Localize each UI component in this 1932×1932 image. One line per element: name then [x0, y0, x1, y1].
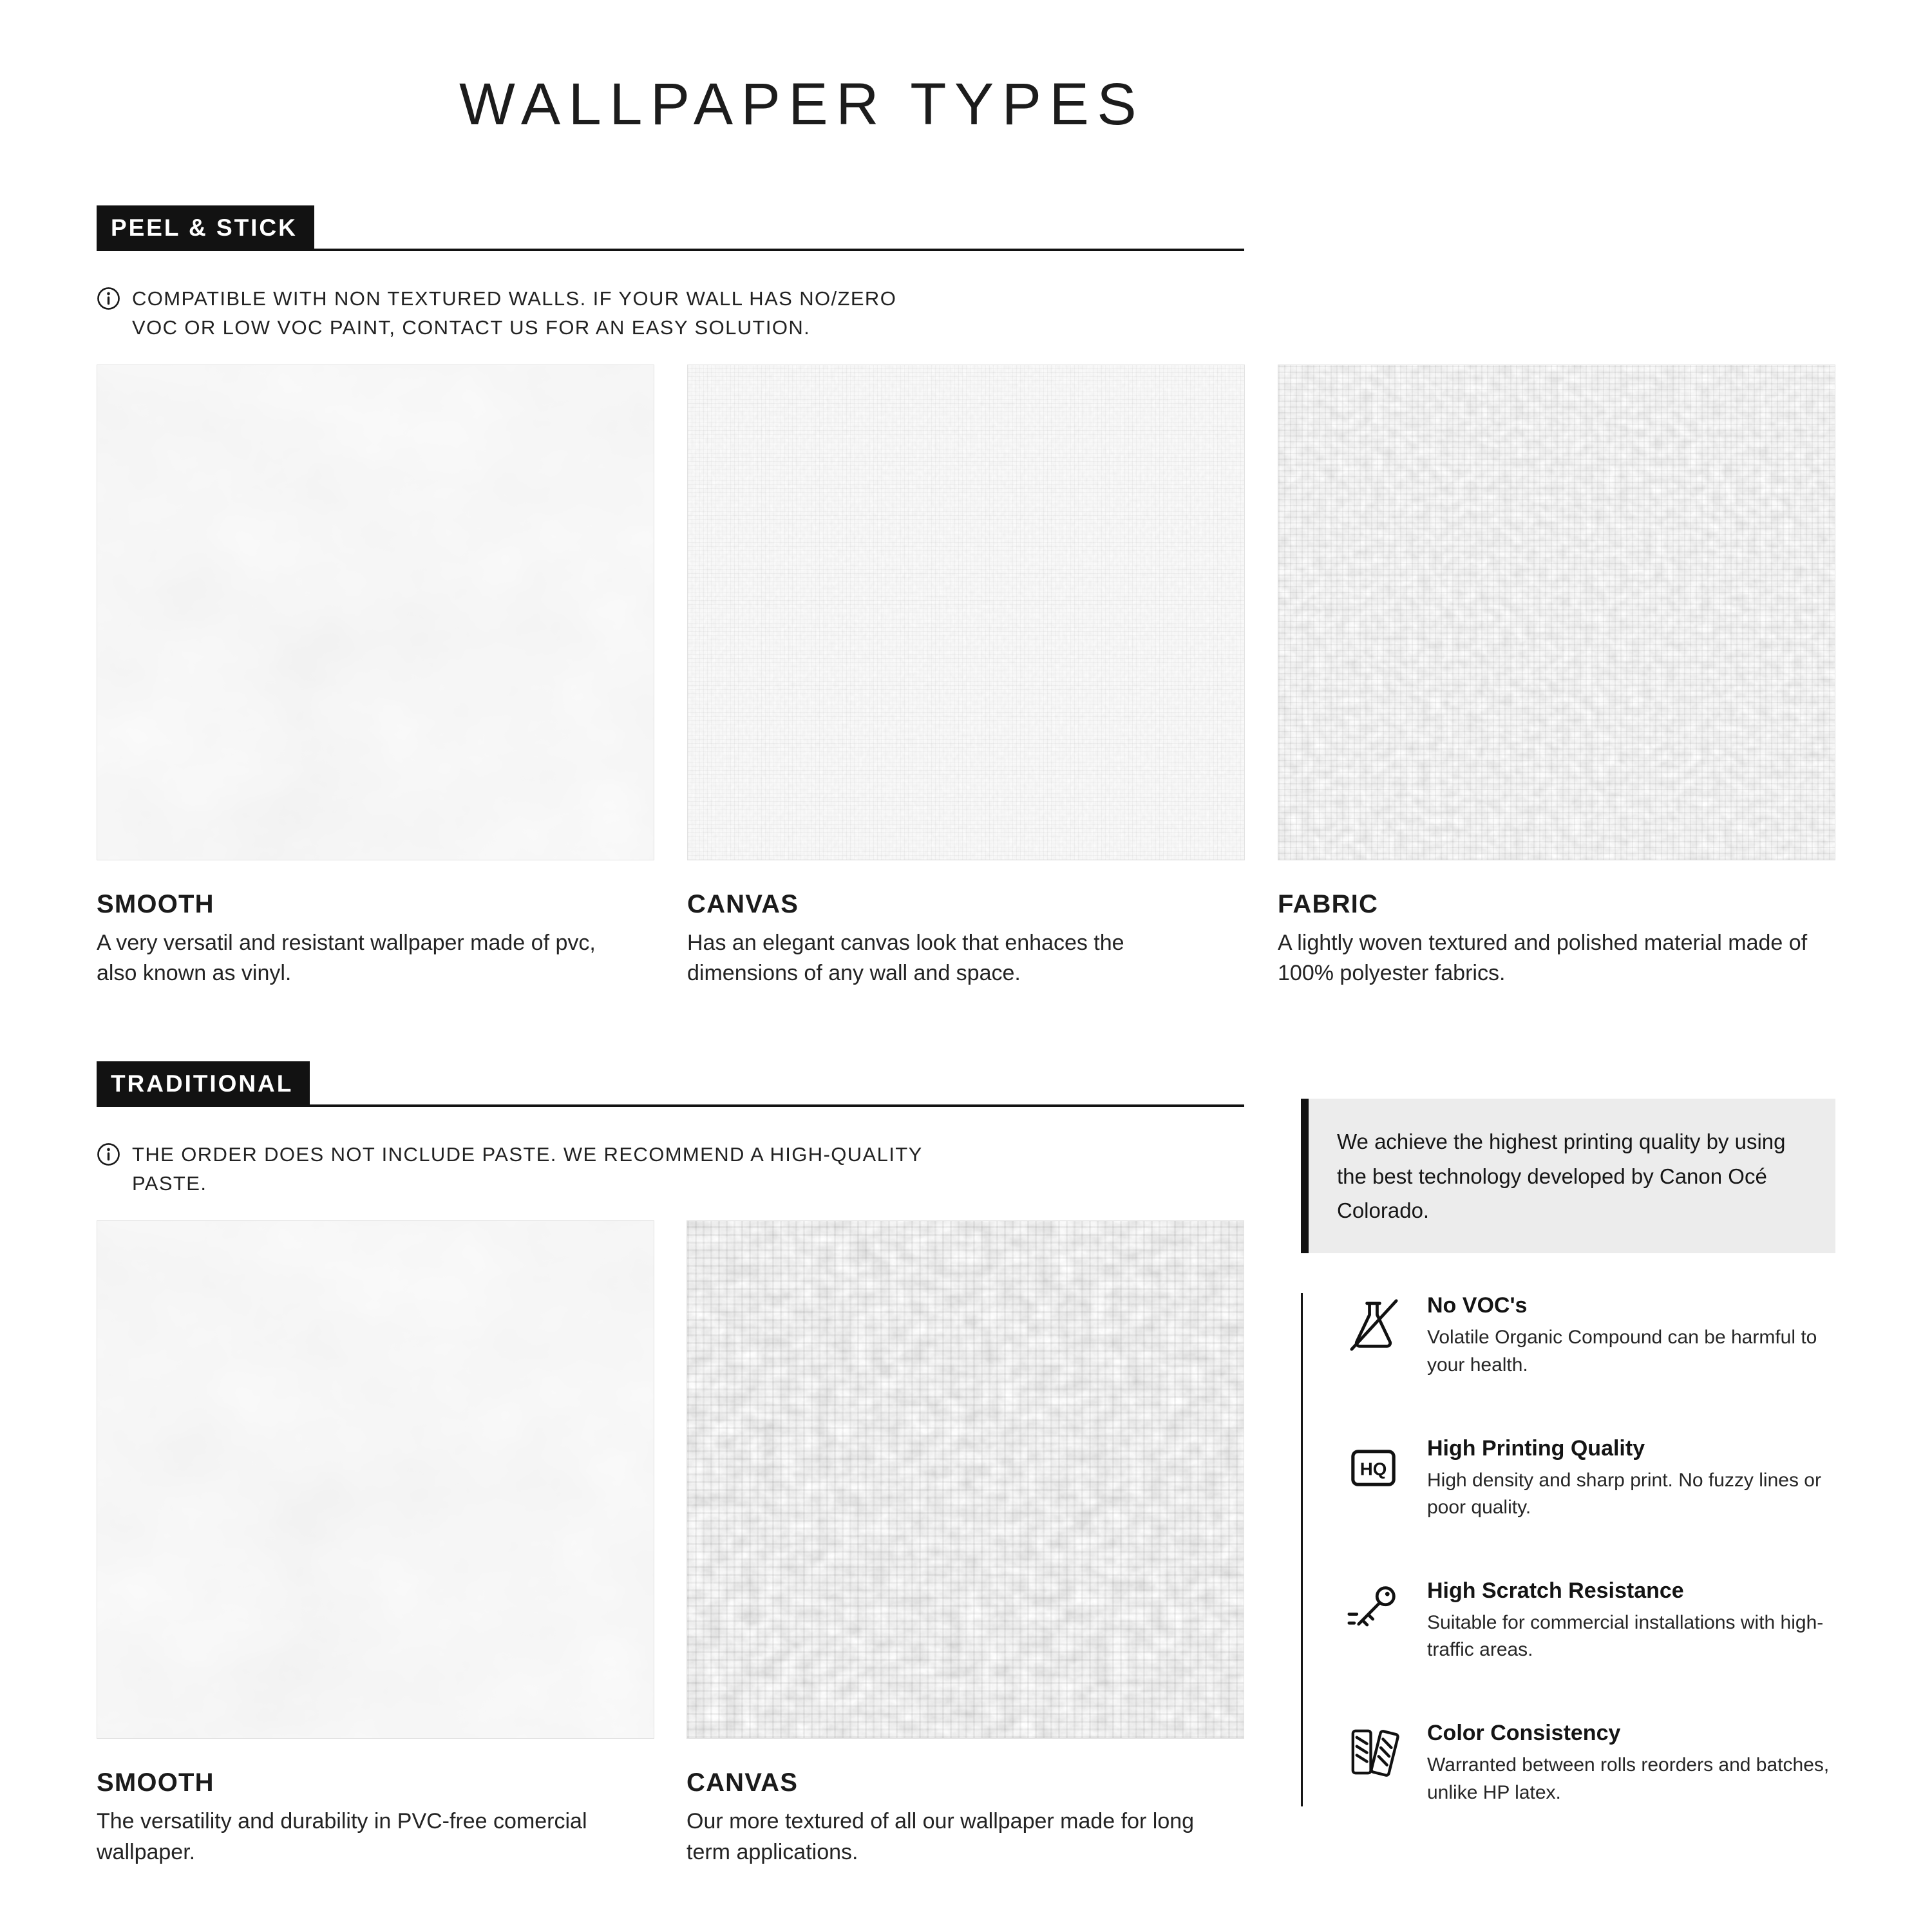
feature-scratch-resistance	[1343, 1578, 1835, 1664]
smooth-texture-image	[97, 1220, 654, 1739]
smooth-texture-image	[97, 365, 654, 860]
swatch-description: Our more textured of all our wallpaper made for long term applications.	[687, 1808, 1195, 1864]
hq-icon	[1343, 1437, 1404, 1499]
bottom-area	[97, 1061, 1835, 1868]
no-voc-icon	[1343, 1294, 1404, 1356]
swatch-name: CANVAS	[687, 889, 799, 918]
feature-title: High Scratch Resistance	[1427, 1578, 1684, 1603]
feature-high-printing-quality	[1343, 1436, 1835, 1522]
swatch-card-traditional-smooth	[97, 1220, 654, 1868]
traditional-section	[97, 1061, 1244, 1868]
feature-color-consistency	[1343, 1721, 1835, 1806]
feature-description: Warranted between rolls reorders and batches, unlike HP latex.	[1427, 1754, 1830, 1803]
printing-quality-callout: We achieve the highest printing quality by using the best technology developed by Canon Océ Colorado.	[1301, 1099, 1835, 1253]
scratch-resistance-icon	[1343, 1580, 1404, 1641]
peel-stick-note-text: COMPATIBLE WITH NON TEXTURED WALLS. IF YOUR WALL HAS NO/ZERO VOC OR LOW VOC PAINT, CONTACT US FOR AN EASY SOLUTION.	[132, 287, 897, 339]
swatch-description: A lightly woven textured and polished material made of 100% polyester fabrics.	[1278, 930, 1808, 986]
feature-description: Volatile Organic Compound can be harmful to your health.	[1427, 1327, 1817, 1376]
peel-stick-swatch-grid	[97, 365, 1835, 989]
traditional-note	[97, 1141, 1244, 1198]
quality-sidebar	[1301, 1061, 1835, 1868]
feature-title: High Printing Quality	[1427, 1435, 1645, 1461]
info-icon	[97, 1142, 120, 1166]
fabric-texture-image	[1278, 365, 1835, 860]
swatch-card-peel-fabric	[1278, 365, 1835, 989]
feature-no-voc	[1343, 1293, 1835, 1379]
section-badge-peel-stick: PEEL & STICK	[97, 205, 314, 249]
swatch-card-traditional-canvas	[687, 1220, 1244, 1868]
feature-list	[1301, 1293, 1835, 1806]
peel-stick-note	[97, 285, 1835, 343]
color-consistency-icon	[1343, 1722, 1404, 1783]
canvas-texture-image	[687, 1220, 1244, 1739]
feature-text	[1427, 1436, 1835, 1522]
feature-text	[1427, 1293, 1835, 1379]
svg-text:HQ: HQ	[1359, 1458, 1387, 1479]
feature-text	[1427, 1721, 1835, 1806]
swatch-description: The versatility and durability in PVC-free comercial wallpaper.	[97, 1808, 587, 1864]
traditional-swatch-grid	[97, 1220, 1244, 1868]
feature-title: No VOC's	[1427, 1293, 1528, 1318]
swatch-name: FABRIC	[1278, 889, 1379, 918]
swatch-description: Has an elegant canvas look that enhaces the dimensions of any wall and space.	[687, 930, 1124, 986]
info-icon	[97, 287, 120, 310]
traditional-note-text: THE ORDER DOES NOT INCLUDE PASTE. WE RECOMMEND A HIGH-QUALITY PASTE.	[132, 1143, 923, 1195]
swatch-card-peel-canvas	[687, 365, 1245, 989]
section-badge-traditional: TRADITIONAL	[97, 1061, 310, 1104]
swatch-description: A very versatil and resistant wallpaper made of pvc, also known as vinyl.	[97, 930, 596, 986]
feature-description: Suitable for commercial installations with high-traffic areas.	[1427, 1611, 1824, 1661]
feature-text	[1427, 1578, 1835, 1664]
page-title: WALLPAPER TYPES	[459, 71, 1145, 137]
swatch-name: SMOOTH	[97, 1768, 214, 1797]
feature-title: Color Consistency	[1427, 1720, 1621, 1745]
feature-description: High density and sharp print. No fuzzy lines or poor quality.	[1427, 1469, 1821, 1519]
swatch-name: SMOOTH	[97, 889, 214, 918]
section-header-peel-stick	[97, 205, 1244, 251]
swatch-card-peel-smooth	[97, 365, 654, 989]
section-header-traditional	[97, 1061, 1244, 1107]
swatch-name: CANVAS	[687, 1768, 799, 1797]
canvas-texture-image	[687, 365, 1245, 860]
